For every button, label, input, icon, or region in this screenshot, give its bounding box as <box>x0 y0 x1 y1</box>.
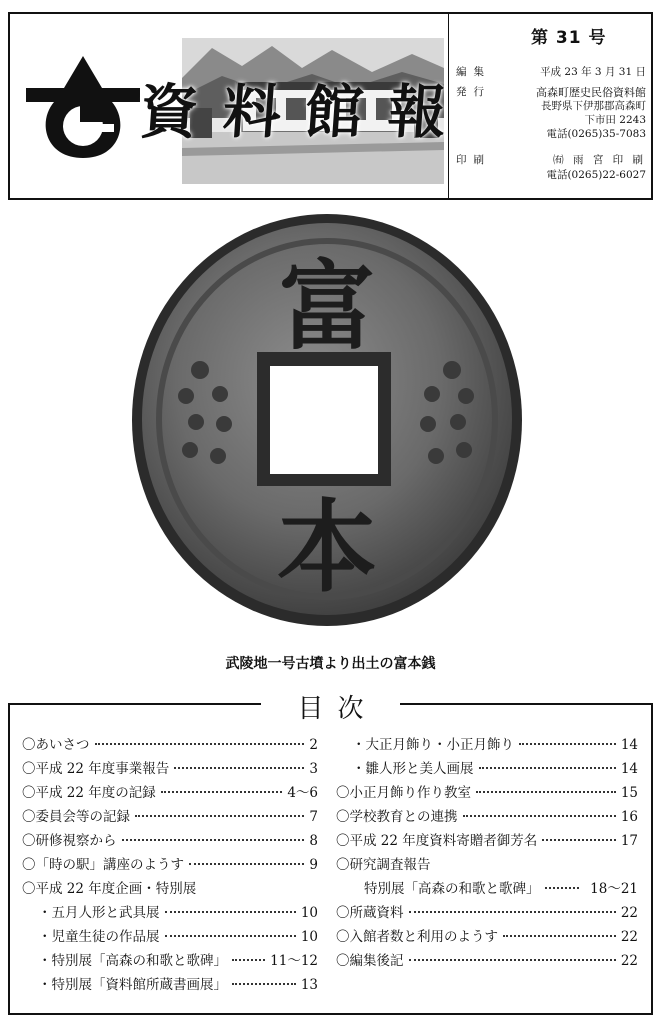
toc-entry-page: 16 <box>620 809 638 825</box>
toc-entry <box>336 829 638 853</box>
leader-dots <box>165 935 296 937</box>
edit-date: 平成 23 年 3 月 31 日 <box>540 66 646 78</box>
toc-entry-text: 〇入館者数と利用のようす <box>336 929 498 945</box>
toc-entry-page: 13 <box>300 977 318 993</box>
toc-entry-text: ・特別展「資料館所蔵書画展」 <box>38 977 227 993</box>
toc-entry <box>22 829 318 853</box>
toc-entry-text: 〇小正月飾り作り教室 <box>336 785 471 801</box>
leader-dots <box>174 767 304 769</box>
leader-dots <box>165 911 296 913</box>
toc-entry <box>336 733 638 757</box>
coin-character-top: 富 <box>279 250 375 363</box>
toc-entry-text: 〇編集後記 <box>336 953 404 969</box>
toc-entry-text: 〇学校教育との連携 <box>336 809 458 825</box>
toc-entry-page: 10 <box>300 929 318 945</box>
toc-entry-text: 〇平成 22 年度企画・特別展 <box>22 881 197 897</box>
toc-entry <box>22 973 318 997</box>
leader-dots <box>232 959 265 961</box>
toc-entry <box>336 925 638 949</box>
leader-dots <box>519 743 616 745</box>
toc-entry-page: 22 <box>620 953 638 969</box>
toc-entry-text: ・大正月飾り・小正月飾り <box>352 737 514 753</box>
publisher-address-2: 下市田 2243 <box>584 114 646 126</box>
leader-dots <box>545 887 579 889</box>
title-char: 館 <box>302 78 366 146</box>
publication-info <box>456 30 652 198</box>
toc-entry-page: 3 <box>309 761 318 777</box>
town-emblem-icon <box>24 54 142 164</box>
toc-entry <box>22 901 318 925</box>
edit-label: 編集 <box>456 66 491 78</box>
toc-entry-text: 〇平成 22 年度事業報告 <box>22 761 170 777</box>
toc-entry-page: 14 <box>620 737 638 753</box>
toc-entry-page: 9 <box>309 857 318 873</box>
toc-title <box>0 688 661 725</box>
toc-entry-page: 8 <box>309 833 318 849</box>
toc-entry-page: 15 <box>620 785 638 801</box>
toc-entry <box>22 949 318 973</box>
coin-character-bottom: 本 <box>277 488 377 606</box>
toc-entry-text: 〇平成 22 年度資料寄贈者御芳名 <box>336 833 538 849</box>
publisher-label: 発行 <box>456 86 491 98</box>
toc-entry-page: 22 <box>620 929 638 945</box>
toc-entry-text: 〇あいさつ <box>22 737 90 753</box>
toc-entry-page: 14 <box>620 761 638 777</box>
printer-name: ㈲ 雨 宮 印 刷 <box>553 154 646 166</box>
toc-entry <box>22 925 318 949</box>
toc-entry-text: ・児童生徒の作品展 <box>38 929 160 945</box>
toc-entry-page: 4〜6 <box>287 785 318 801</box>
toc-entry-text: 特別展「高森の和歌と歌碑」 <box>364 881 540 897</box>
newsletter-title <box>128 72 458 152</box>
toc-entry-page: 10 <box>300 905 318 921</box>
printer-label: 印刷 <box>456 154 491 166</box>
fuhonsen-coin-photo <box>130 210 525 628</box>
toc-entry <box>336 901 638 925</box>
toc-entry-text: 〇委員会等の記録 <box>22 809 130 825</box>
toc-entry-text: 〇研究調査報告 <box>336 857 431 873</box>
toc-entry <box>22 733 318 757</box>
leader-dots <box>476 791 616 793</box>
toc-entry-text: ・特別展「高森の和歌と歌碑」 <box>38 953 227 969</box>
masthead <box>8 12 653 200</box>
toc-entry-page: 22 <box>620 905 638 921</box>
leader-dots <box>161 791 283 793</box>
publisher-phone: 電話(0265)35-7083 <box>546 128 646 140</box>
publisher-name: 高森町歴史民俗資料館 <box>536 86 646 99</box>
toc-entry <box>22 877 318 901</box>
toc-entry-page: 2 <box>309 737 318 753</box>
toc-entry <box>22 805 318 829</box>
issue-number: 第 31 号 <box>531 28 607 48</box>
toc-entry-page: 18〜21 <box>590 881 638 897</box>
leader-dots <box>503 935 616 937</box>
toc-entry-page: 7 <box>309 809 318 825</box>
toc-entry <box>336 781 638 805</box>
toc-entry <box>336 757 638 781</box>
toc-entry <box>336 805 638 829</box>
toc-right-column <box>336 733 638 973</box>
toc-entry <box>22 853 318 877</box>
leader-dots <box>95 743 305 745</box>
toc-entry <box>22 757 318 781</box>
leader-dots <box>409 911 616 913</box>
leader-dots <box>542 839 616 841</box>
leader-dots <box>135 815 304 817</box>
toc-entry-text: ・雛人形と美人画展 <box>352 761 474 777</box>
leader-dots <box>122 839 305 841</box>
toc-entry-page: 17 <box>620 833 638 849</box>
toc-entry <box>336 853 638 877</box>
title-char: 報 <box>385 78 449 146</box>
toc-entry-text: 〇研修視察から <box>22 833 117 849</box>
toc-entry <box>22 781 318 805</box>
toc-left-column <box>22 733 318 997</box>
toc-entry <box>336 949 638 973</box>
printer-phone: 電話(0265)22-6027 <box>546 169 646 181</box>
leader-dots <box>479 767 616 769</box>
publisher-address-1: 長野県下伊那郡高森町 <box>541 100 646 112</box>
toc-title-text: 目次 <box>261 688 399 725</box>
title-char: 資 <box>137 78 201 146</box>
leader-dots <box>232 983 296 985</box>
toc-entry-text: 〇「時の駅」講座のようす <box>22 857 184 873</box>
leader-dots <box>409 959 616 961</box>
toc-entry-text: ・五月人形と武具展 <box>38 905 160 921</box>
toc-entry <box>336 877 638 901</box>
title-char: 料 <box>220 78 284 146</box>
leader-dots <box>463 815 616 817</box>
leader-dots <box>189 863 304 865</box>
toc-entry-text: 〇所蔵資料 <box>336 905 404 921</box>
toc-entry-page: 11〜12 <box>270 953 318 969</box>
toc-entry-text: 〇平成 22 年度の記録 <box>22 785 156 801</box>
photo-caption: 武陵地一号古墳より出土の富本銭 <box>225 656 436 672</box>
